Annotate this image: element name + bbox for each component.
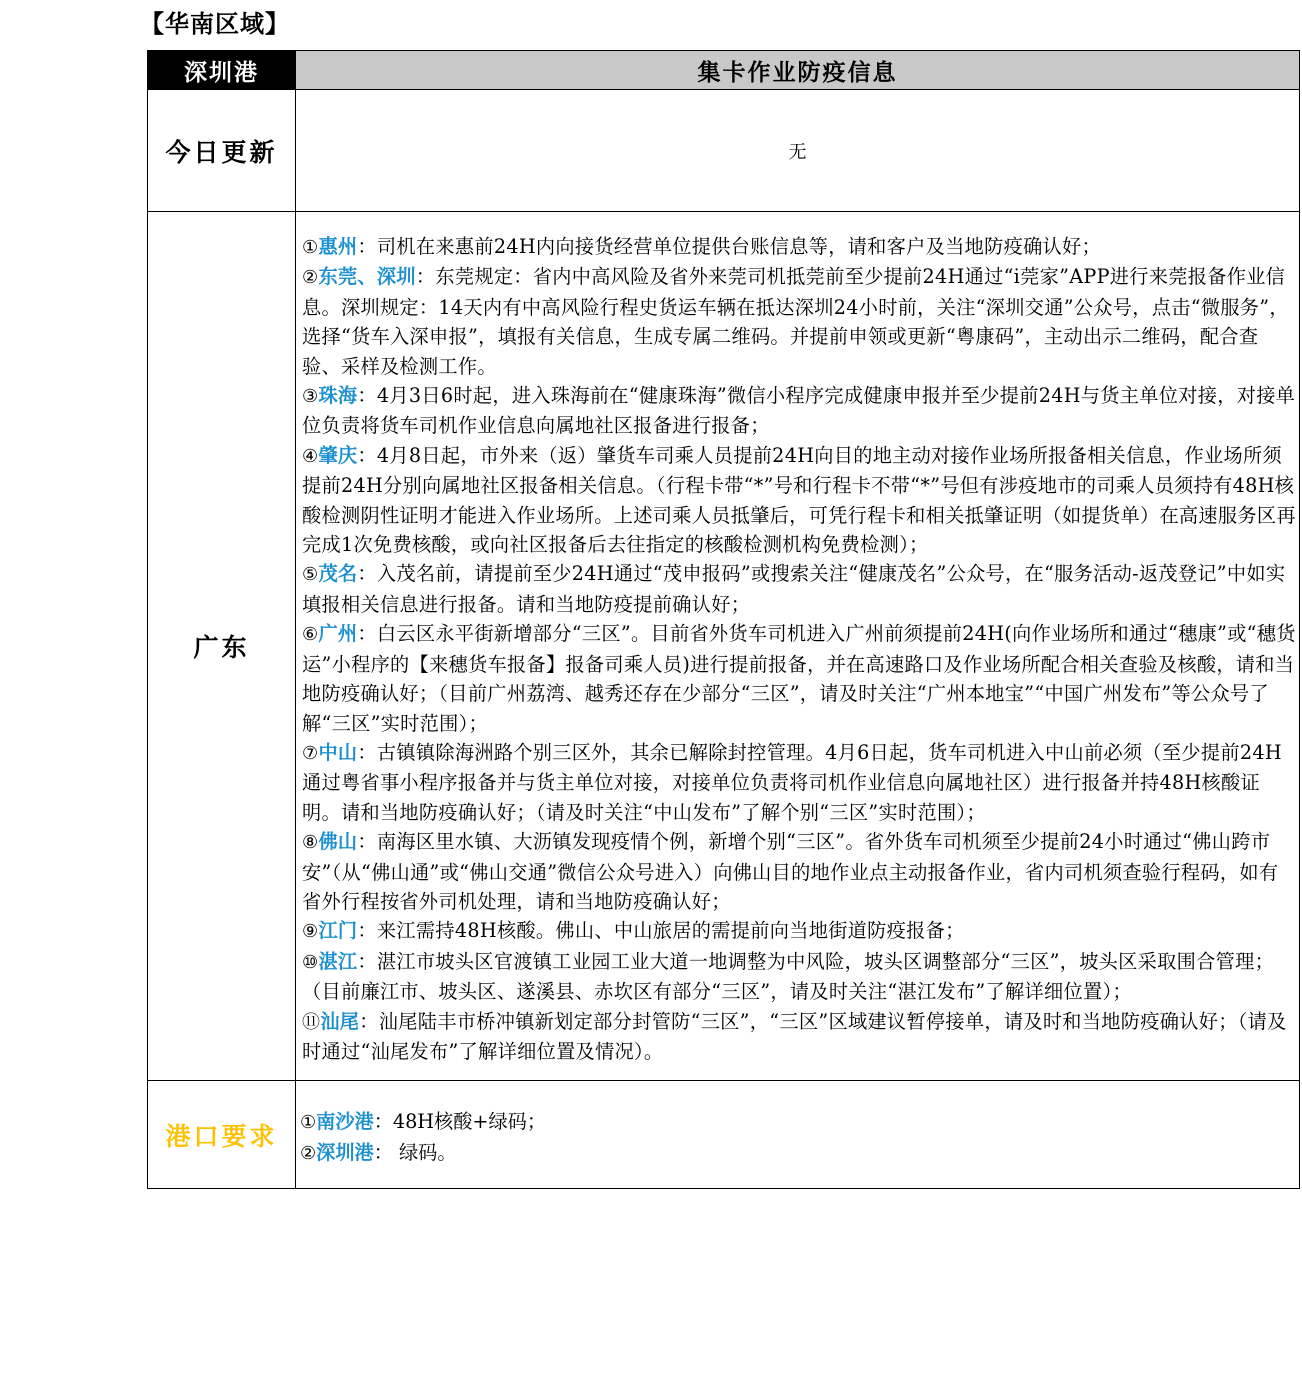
item-number: ⑤ <box>302 564 319 586</box>
item-number: ③ <box>302 386 319 408</box>
city-name: 茂名 <box>318 562 358 586</box>
item-number: ⑨ <box>302 921 319 943</box>
item-text: ：来江需持48H核酸。佛山、中山旅居的需提前向当地街道防疫报备； <box>357 919 965 943</box>
item-text: ：古镇镇除海洲路个别三区外，其余已解除封控管理。4月6日起，货车司机进入中山前必须（至少提前24H通过粤省事小程序报备并与货主单位对接，对接单位负责将司机作业信息向属地社区）进行报备并持48H核酸证明。请和当地防疫确认好；（请及时关注“中山发布”了解个别“三区”实时范围）； <box>302 740 1282 824</box>
item-text: ：白云区永平街新增部分“三区”。目前省外货车司机进入广州前须提前24H(向作业场所和通过“穗康”或“穗货运”小程序的【来穗货车报备】报备司乘人员)进行提前报备，并在高速路口及作业场所配合相关查验及核酸，请和当地防疫确认好；（目前广州荔湾、越秀还存在少部分“三区”，请及时关注“广州本地宝”“中国广州发布”等公众号了解“三区”实时范围）； <box>302 622 1296 735</box>
item-number: ② <box>302 267 319 289</box>
list-item <box>302 619 1297 738</box>
today-update-value: 无 <box>296 90 1300 212</box>
list-item <box>302 827 1297 916</box>
item-number: ⑧ <box>302 832 319 854</box>
list-item <box>302 738 1297 827</box>
item-text: ：南海区里水镇、大沥镇发现疫情个例，新增个别“三区”。省外货车司机须至少提前24小时通过“佛山跨市安”（从“佛山通”或“佛山交通”微信公众号进入）向佛山目的地作业点主动报备作业，省内司机须查验行程码，如有省外行程按省外司机处理，请和当地防疫确认好； <box>302 830 1279 913</box>
today-update-label: 今日更新 <box>148 90 296 212</box>
city-name: 佛山 <box>318 830 358 854</box>
city-name: 广州 <box>318 622 358 646</box>
list-item <box>302 262 1297 381</box>
city-name: 肇庆 <box>318 443 358 467</box>
city-name: 南沙港 <box>316 1110 374 1134</box>
port-requirements-content <box>296 1081 1300 1189</box>
section-title: 【华南区域】 <box>140 9 290 38</box>
item-number: ④ <box>302 445 319 467</box>
item-number: ② <box>300 1142 317 1164</box>
list-item <box>302 441 1297 560</box>
item-text: ：司机在来惠前24H内向接货经营单位提供台账信息等，请和客户及当地防疫确认好； <box>357 235 1102 258</box>
port-list <box>300 1107 1297 1168</box>
city-name: 东莞、深圳 <box>318 265 416 289</box>
list-item <box>300 1107 1297 1137</box>
city-name: 江门 <box>318 919 358 943</box>
info-header: 集卡作业防疫信息 <box>296 51 1300 90</box>
list-item <box>302 381 1297 441</box>
item-text: ：湛江市坡头区官渡镇工业园工业大道一地调整为中风险，坡头区调整部分“三区”，坡头区采取围合管理；（目前廉江市、坡头区、遂溪县、赤坎区有部分“三区”，请及时关注“湛江发布”了解详细位置）； <box>302 949 1275 1004</box>
item-text: ：东莞规定：省内中高风险及省外来莞司机抵莞前至少提前24H通过“i莞家”APP进行来莞报备作业信息。深圳规定：14天内有中高风险行程史货运车辆在抵达深圳24小时前，关注“深圳交通”公众号，点击“微服务”，选择“货车入深申报”，填报有关信息，生成专属二维码。并提前申领或更新“粤康码”，主动出示二维码，配合查验、采样及检测工作。 <box>302 265 1289 378</box>
list-item <box>302 916 1297 946</box>
city-name: 惠州 <box>318 235 358 258</box>
item-number: ⑦ <box>302 742 319 764</box>
epidemic-info-table <box>147 50 1300 1189</box>
list-item <box>302 232 1297 262</box>
item-text: ： 绿码。 <box>373 1140 457 1164</box>
city-name: 湛江 <box>318 949 358 973</box>
port-requirements-label: 港口要求 <box>148 1081 296 1189</box>
guangdong-label: 广东 <box>148 212 296 1081</box>
guangdong-content <box>296 212 1300 1081</box>
guangdong-list <box>302 232 1297 1066</box>
list-item <box>302 947 1297 1007</box>
item-number: ⑩ <box>302 951 319 973</box>
list-item <box>300 1138 1297 1168</box>
item-text: ：4月8日起，市外来（返）肇货车司乘人员提前24H向目的地主动对接作业场所报备相关信息，作业场所须提前24H分别向属地社区报备相关信息。（行程卡带“*”号和行程卡不带“*”号但有涉疫地市的司乘人员须持有48H核酸检测阴性证明才能进入作业场所。上述司乘人员抵肇后，可凭行程卡和相关抵肇证明（如提货单）在高速服务区再完成1次免费核酸，或向社区报备后去往指定的核酸检测机构免费检测）； <box>302 443 1296 557</box>
city-name: 珠海 <box>318 384 358 408</box>
list-item <box>302 1007 1297 1067</box>
item-text: ：48H核酸+绿码； <box>373 1110 547 1134</box>
item-text: ：4月3日6时起，进入珠海前在“健康珠海”微信小程序完成健康申报并至少提前24H与货主单位对接，对接单位负责将货车司机作业信息向属地社区报备进行报备； <box>302 384 1296 438</box>
item-text: ：入茂名前，请提前至少24H通过“茂申报码”或搜索关注“健康茂名”公众号，在“服务活动-返茂登记”中如实填报相关信息进行报备。请和当地防疫提前确认好； <box>302 562 1286 616</box>
list-item <box>302 559 1297 619</box>
city-name: 中山 <box>318 740 358 764</box>
city-name: 汕尾 <box>320 1009 360 1033</box>
item-number: ① <box>302 237 319 258</box>
item-number: ① <box>300 1112 317 1134</box>
city-name: 深圳港 <box>316 1140 374 1164</box>
port-header: 深圳港 <box>148 51 296 90</box>
item-text: ：汕尾陆丰市桥冲镇新划定部分封管防“三区”，“三区”区域建议暂停接单，请及时和当地防疫确认好；（请及时通过“汕尾发布”了解详细位置及情况）。 <box>302 1009 1287 1063</box>
item-number: ⑥ <box>302 624 319 646</box>
item-number: ⑪ <box>302 1011 321 1033</box>
